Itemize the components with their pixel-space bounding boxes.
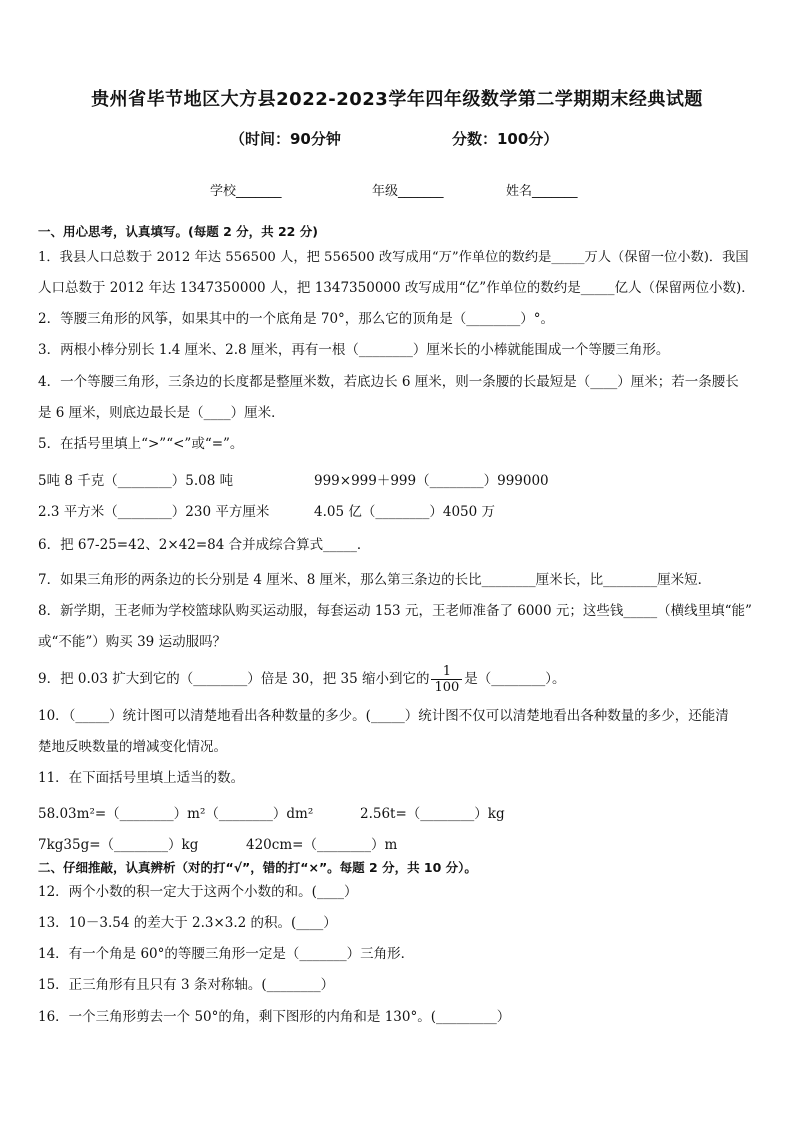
- question-11-item-b: 2.56t=（________）kg: [360, 806, 505, 822]
- fraction-denominator: 100: [434, 680, 460, 695]
- exam-score: 分数：100分）: [452, 130, 559, 148]
- fraction-numerator: 1: [431, 664, 462, 680]
- exam-time: （时间：90分钟: [230, 130, 341, 148]
- question-5-item-c: 2.3 平方米（________）230 平方厘米: [38, 504, 270, 520]
- question-11-item-d: 420cm=（________）m: [246, 837, 398, 853]
- grade-field: 年级_______: [372, 184, 444, 199]
- question-16: 16．一个三角形剪去一个 50°的角，剩下图形的内角和是 130°。(_________）: [38, 1009, 511, 1025]
- question-14: 14．有一个角是 60°的等腰三角形一定是（_______）三角形．: [38, 946, 415, 962]
- school-field: 学校_______: [210, 184, 282, 199]
- name-field: 姓名_______: [506, 184, 578, 199]
- question-11-item-c: 7kg35g=（________）kg: [38, 837, 199, 853]
- question-9: [38, 664, 760, 695]
- question-10-line-2: 楚地反映数量的增减变化情况。: [38, 739, 227, 755]
- question-8-line-2: 或“不能”）购买 39 运动服吗？: [38, 634, 227, 650]
- question-5-item-d: 4.05 亿（________）4050 万: [314, 504, 495, 520]
- fraction-one-hundredth: [431, 664, 462, 695]
- question-8-line-1: 8．新学期，王老师为学校篮球队购买运动服，每套运动 153 元，王老师准备了 6000 元；这些钱_____（横线里填“能”: [38, 603, 752, 619]
- question-13: 13．10－3.54 的差大于 2.3×3.2 的积。(____）: [38, 915, 337, 931]
- question-5-item-a: 5吨 8 千克（________）5.08 吨: [38, 473, 234, 489]
- question-2: 2．等腰三角形的风筝，如果其中的一个底角是 70°，那么它的顶角是（________）°。: [38, 311, 555, 327]
- section-heading: 二、仔细推敲，认真辨析（对的打“√”，错的打“×”。每题 2 分，共 10 分）。: [38, 860, 477, 875]
- question-5: 5．在括号里填上“>”“<”或“=”。: [38, 436, 244, 452]
- question-4-line-2: 是 6 厘米，则底边最长是（____）厘米．: [38, 405, 285, 421]
- question-5-item-b: 999×999＋999（________）999000: [314, 473, 549, 489]
- question-7: 7．如果三角形的两条边的长分别是 4 厘米、8 厘米，那么第三条边的长比________厘米长，比________厘米短．: [38, 572, 712, 588]
- question-1-line-2: 人口总数于 2012 年达 1347350000 人，把 1347350000 改写成用“亿”作单位的数约是_____亿人（保留两位小数)．: [38, 280, 755, 296]
- question-9-suffix: 是（________）。: [464, 671, 566, 687]
- question-11: 11．在下面括号里填上适当的数。: [38, 770, 245, 786]
- question-3: 3．两根小棒分别长 1.4 厘米、2.8 厘米，再有一根（________）厘米长的小棒就能围成一个等腰三角形。: [38, 342, 670, 358]
- question-11-item-a: 58.03m²=（________）m²（________）dm²: [38, 806, 314, 822]
- question-6: 6．把 67-25=42、2×42=84 合并成综合算式_____．: [38, 537, 371, 553]
- question-1-line-1: 1．我县人口总数于 2012 年达 556500 人，把 556500 改写成用“万”作单位的数约是_____万人（保留一位小数)．我国: [38, 250, 749, 265]
- question-12: 12．两个小数的积一定大于这两个小数的和。(____）: [38, 884, 358, 900]
- question-9-prefix: 9．把 0.03 扩大到它的（________）倍是 30，把 35 缩小到它的: [38, 671, 430, 687]
- page-title: 贵州省毕节地区大方县2022-2023学年四年级数学第二学期期末经典试题: [91, 89, 703, 110]
- question-10-line-1: 10．（_____）统计图可以清楚地看出各种数量的多少。(_____）统计图不仅可以清楚地看出各种数量的多少，还能清: [38, 708, 729, 724]
- question-4-line-1: 4．一个等腰三角形，三条边的长度都是整厘米数，若底边长 6 厘米，则一条腰的长最短是（____）厘米；若一条腰长: [38, 374, 739, 390]
- question-15: 15．正三角形有且只有 3 条对称轴。(________）: [38, 977, 335, 993]
- section-heading: 一、用心思考，认真填写。(每题 2 分，共 22 分): [38, 224, 318, 239]
